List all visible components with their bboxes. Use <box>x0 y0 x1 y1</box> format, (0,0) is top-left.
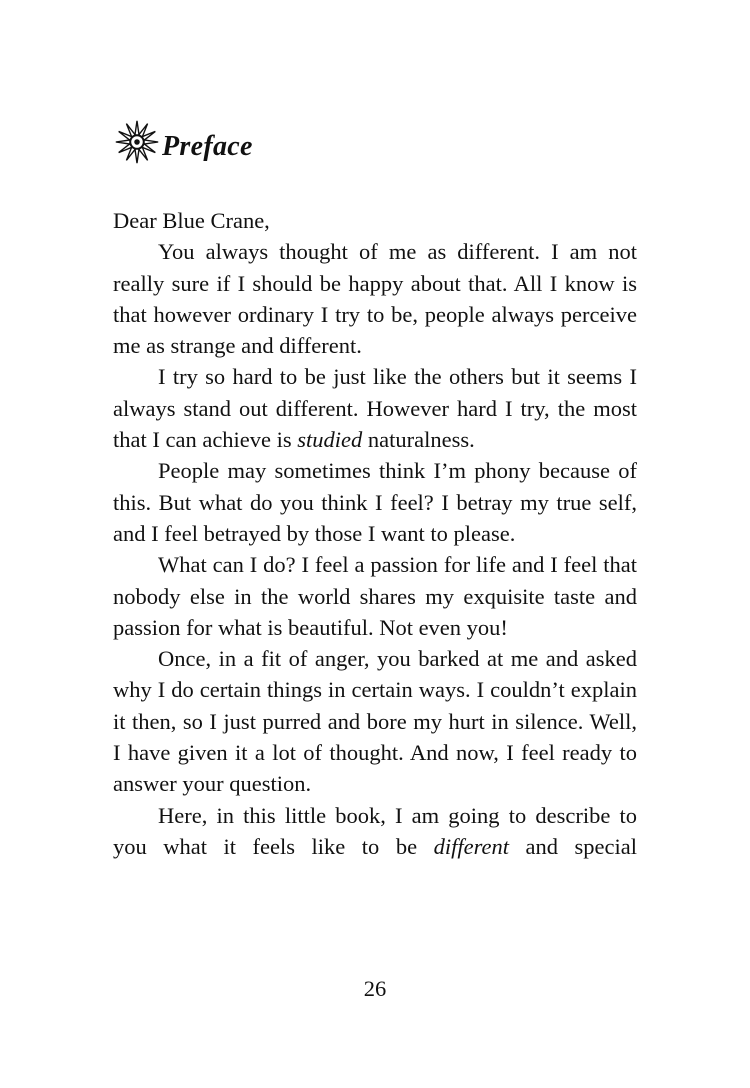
paragraph <box>113 643 637 799</box>
text-run: Here, in this little book, I am going to describe to you what it feels like to be <box>113 802 637 859</box>
text-run: People may sometimes think I’m phony because of this. But what do you think I feel? I betray my true self, and I feel betrayed by those I want to please. <box>113 458 637 546</box>
text-run: I try so hard to be just like the others but it seems I always stand out different. However hard I try, the most that I can achieve is <box>113 364 637 453</box>
paragraph <box>113 549 637 643</box>
page-number: 26 <box>363 976 387 1001</box>
text-run: naturalness. <box>362 427 475 453</box>
chapter-heading <box>114 118 253 166</box>
paragraph <box>113 800 637 863</box>
text-run: Once, in a fit of anger, you barked at me and asked why I do certain things in certain ways. I couldn’t explain it then, so I just purred and bore my hurt in silence. Well, I have given it a lot of thought. And now, I feel ready to answer your question. <box>113 646 637 797</box>
salutation: Dear Blue Crane, <box>113 208 270 233</box>
starburst-ornament-icon <box>114 119 160 165</box>
paragraph <box>113 236 637 361</box>
text-run: What can I do? I feel a passion for life and I feel that nobody else in the world shares my exquisite taste and passion for what is beautiful. Not even you! <box>113 552 637 640</box>
letter-body <box>113 205 637 862</box>
italic-text: studied <box>297 427 363 453</box>
paragraph <box>113 361 637 455</box>
text-run: and special <box>508 833 637 859</box>
paragraph <box>113 455 637 549</box>
italic-text: different <box>433 833 509 859</box>
chapter-title: Preface <box>162 131 253 162</box>
text-run: You always thought of me as different. I am not really sure if I should be happy about that. All I know is that however ordinary I try to be, people always perceive me as strange and different. <box>113 239 637 359</box>
letter-paragraphs <box>113 236 637 862</box>
